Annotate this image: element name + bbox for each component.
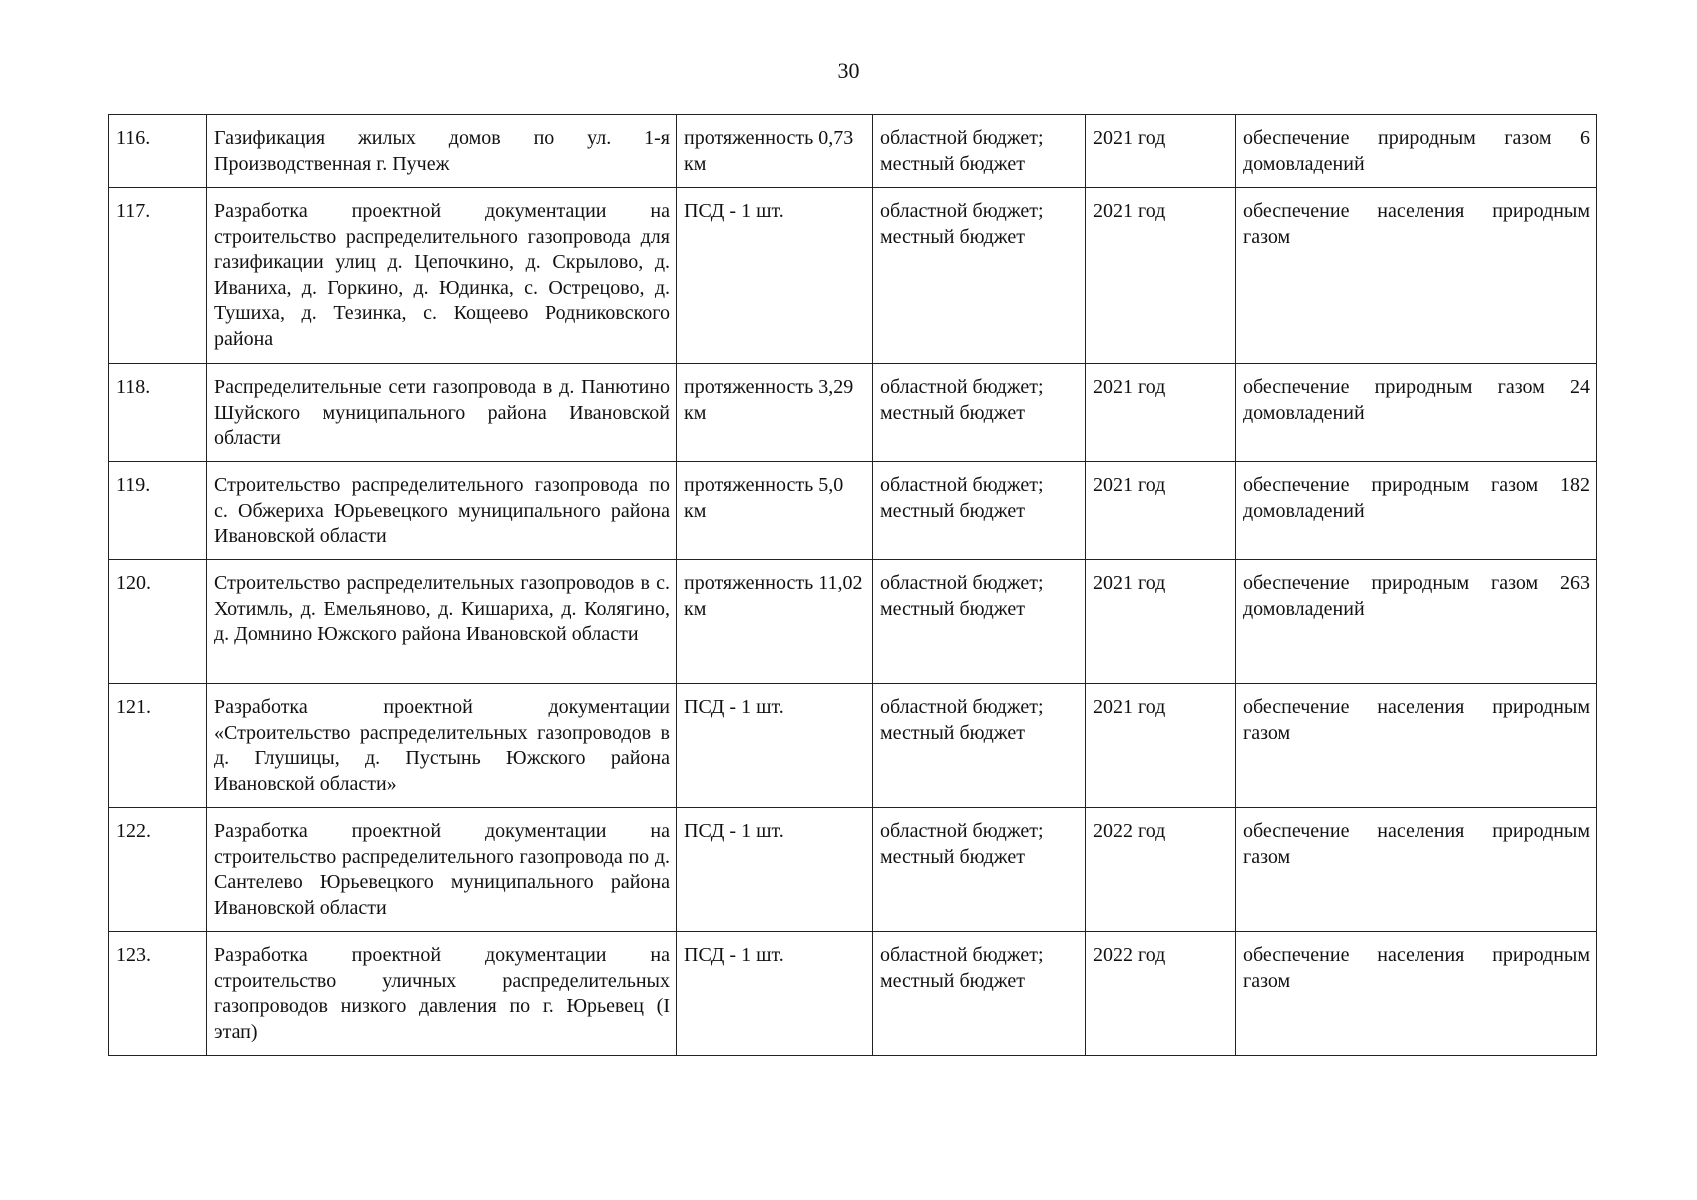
result-cell: обеспечение природным газом 182 домовладений <box>1236 462 1597 560</box>
table-row <box>109 462 1597 560</box>
funding-source-cell: областной бюджет; местный бюджет <box>873 560 1086 684</box>
page-number: 30 <box>837 58 860 83</box>
year-cell: 2022 год <box>1086 808 1236 932</box>
capacity-cell: протяженность 0,73 км <box>677 115 873 188</box>
capacity-cell: ПСД - 1 шт. <box>677 684 873 808</box>
table-row <box>109 808 1597 932</box>
funding-source-cell: областной бюджет; местный бюджет <box>873 808 1086 932</box>
funding-source-cell: областной бюджет; местный бюджет <box>873 188 1086 364</box>
result-cell: обеспечение природным газом 24 домовладений <box>1236 364 1597 462</box>
result-cell: обеспечение населения природным газом <box>1236 932 1597 1056</box>
year-cell: 2022 год <box>1086 932 1236 1056</box>
result-cell: обеспечение населения природным газом <box>1236 808 1597 932</box>
capacity-cell: ПСД - 1 шт. <box>677 932 873 1056</box>
capacity-cell: протяженность 5,0 км <box>677 462 873 560</box>
row-number-cell: 123. <box>109 932 207 1056</box>
capacity-cell: протяженность 3,29 км <box>677 364 873 462</box>
row-number-cell: 116. <box>109 115 207 188</box>
table-row <box>109 560 1597 684</box>
row-number-cell: 117. <box>109 188 207 364</box>
funding-source-cell: областной бюджет; местный бюджет <box>873 684 1086 808</box>
project-name-cell: Разработка проектной документации «Строительство распределительных газопроводов в д. Глушицы, д. Пустынь Южского района Ивановской области» <box>207 684 677 808</box>
project-name-cell: Разработка проектной документации на строительство распределительного газопровода по д. Сантелево Юрьевецкого муниципального района Ивановской области <box>207 808 677 932</box>
table-row <box>109 684 1597 808</box>
year-cell: 2021 год <box>1086 684 1236 808</box>
row-number-cell: 121. <box>109 684 207 808</box>
table-row <box>109 188 1597 364</box>
project-name-cell: Строительство распределительных газопроводов в с. Хотимль, д. Емельяново, д. Кишариха, д. Колягино, д. Домнино Южского района Ивановской области <box>207 560 677 684</box>
project-name-cell: Распределительные сети газопровода в д. Панютино Шуйского муниципального района Ивановской области <box>207 364 677 462</box>
project-name-cell: Разработка проектной документации на строительство уличных распределительных газопроводов низкого давления по г. Юрьевец (I этап) <box>207 932 677 1056</box>
capacity-cell: ПСД - 1 шт. <box>677 808 873 932</box>
capacity-cell: ПСД - 1 шт. <box>677 188 873 364</box>
project-name-cell: Разработка проектной документации на строительство распределительного газопровода для газификации улиц д. Цепочкино, д. Скрылово, д. Иваниха, д. Горкино, д. Юдинка, с. Острецово, д. Тушиха, д. Тезинка, с. Кощеево Родниковского района <box>207 188 677 364</box>
capacity-cell: протяженность 11,02 км <box>677 560 873 684</box>
row-number-cell: 118. <box>109 364 207 462</box>
year-cell: 2021 год <box>1086 462 1236 560</box>
funding-source-cell: областной бюджет; местный бюджет <box>873 462 1086 560</box>
funding-source-cell: областной бюджет; местный бюджет <box>873 364 1086 462</box>
result-cell: обеспечение природным газом 263 домовладений <box>1236 560 1597 684</box>
year-cell: 2021 год <box>1086 364 1236 462</box>
project-name-cell: Строительство распределительного газопровода по с. Обжериха Юрьевецкого муниципального района Ивановской области <box>207 462 677 560</box>
table-row <box>109 115 1597 188</box>
row-number-cell: 119. <box>109 462 207 560</box>
result-cell: обеспечение населения природным газом <box>1236 684 1597 808</box>
table-row <box>109 364 1597 462</box>
table-row <box>109 932 1597 1056</box>
project-name-cell: Газификация жилых домов по ул. 1-я Производственная г. Пучеж <box>207 115 677 188</box>
year-cell: 2021 год <box>1086 560 1236 684</box>
gasification-table <box>108 114 1597 1056</box>
row-number-cell: 120. <box>109 560 207 684</box>
funding-source-cell: областной бюджет; местный бюджет <box>873 115 1086 188</box>
funding-source-cell: областной бюджет; местный бюджет <box>873 932 1086 1056</box>
year-cell: 2021 год <box>1086 115 1236 188</box>
year-cell: 2021 год <box>1086 188 1236 364</box>
row-number-cell: 122. <box>109 808 207 932</box>
result-cell: обеспечение природным газом 6 домовладений <box>1236 115 1597 188</box>
result-cell: обеспечение населения природным газом <box>1236 188 1597 364</box>
